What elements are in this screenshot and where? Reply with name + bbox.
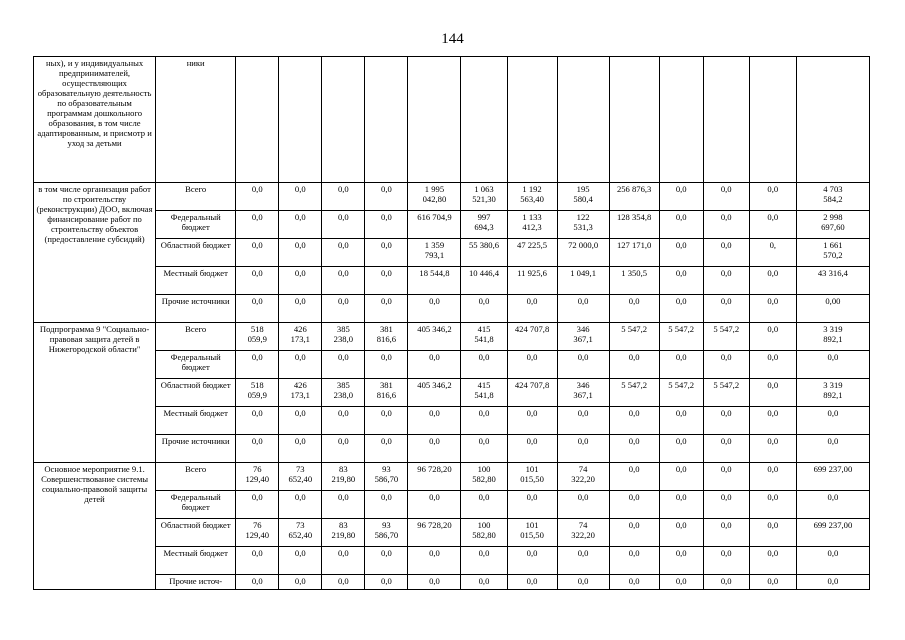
value-cell: 0,0 [365, 435, 408, 463]
value-cell: 0,0 [236, 267, 279, 295]
value-cell: 0,0 [322, 267, 365, 295]
value-cell: 10 446,4 [461, 267, 507, 295]
table-row [34, 519, 870, 547]
value-cell: 1 359 793,1 [408, 239, 461, 267]
value-cell: 0,0 [557, 575, 609, 590]
value-cell: 1 995 042,80 [408, 183, 461, 211]
value-cell: 1 192 563,40 [507, 183, 557, 211]
value-cell: 0,0 [703, 435, 749, 463]
value-cell: 0,0 [703, 239, 749, 267]
value-cell [279, 57, 322, 183]
value-cell: 0,0 [408, 295, 461, 323]
value-cell: 0,0 [236, 575, 279, 590]
value-cell: 346 367,1 [557, 379, 609, 407]
value-cell: 0,0 [749, 351, 796, 379]
value-cell: 426 173,1 [279, 379, 322, 407]
value-cell: 385 238,0 [322, 323, 365, 351]
value-cell: 0,0 [749, 407, 796, 435]
value-cell: 0,0 [279, 407, 322, 435]
table-row [34, 239, 870, 267]
value-cell: 76 129,40 [236, 463, 279, 491]
value-cell: 0,0 [279, 547, 322, 575]
value-cell: 0,0 [609, 575, 659, 590]
value-cell: 3 319 892,1 [796, 323, 869, 351]
table-row [34, 575, 870, 590]
value-cell: 0,0 [659, 519, 703, 547]
value-cell: 0,0 [749, 435, 796, 463]
value-cell: 4 703 584,2 [796, 183, 869, 211]
funding-source: Местный бюджет [156, 407, 236, 435]
value-cell [749, 57, 796, 183]
value-cell: 0,0 [749, 295, 796, 323]
value-cell: 1 661 570,2 [796, 239, 869, 267]
value-cell: 424 707,8 [507, 379, 557, 407]
value-cell [703, 57, 749, 183]
table-row [34, 211, 870, 239]
value-cell: 0,0 [659, 239, 703, 267]
funding-source: Прочие источники [156, 295, 236, 323]
value-cell: 0,0 [749, 267, 796, 295]
value-cell: 0,0 [703, 351, 749, 379]
value-cell [557, 57, 609, 183]
value-cell: 0,0 [749, 211, 796, 239]
value-cell: 405 346,2 [408, 323, 461, 351]
value-cell: 0,0 [365, 351, 408, 379]
value-cell: 0,0 [703, 407, 749, 435]
value-cell: 0,0 [408, 575, 461, 590]
value-cell: 0,0 [365, 267, 408, 295]
value-cell: 0,0 [279, 267, 322, 295]
value-cell: 0,0 [461, 435, 507, 463]
table-row [34, 295, 870, 323]
value-cell: 346 367,1 [557, 323, 609, 351]
value-cell: 0,0 [659, 295, 703, 323]
value-cell: 518 059,9 [236, 323, 279, 351]
value-cell: 0,0 [461, 407, 507, 435]
value-cell: 0,0 [659, 463, 703, 491]
value-cell [461, 57, 507, 183]
value-cell: 74 322,20 [557, 463, 609, 491]
value-cell: 0,0 [461, 351, 507, 379]
value-cell: 0,0 [236, 351, 279, 379]
value-cell [609, 57, 659, 183]
value-cell [507, 57, 557, 183]
row-description: Подпрограмма 9 "Социально-правовая защита детей в Нижегородской области" [34, 323, 156, 463]
value-cell [659, 57, 703, 183]
value-cell: 1 049,1 [557, 267, 609, 295]
value-cell: 0,0 [609, 351, 659, 379]
funding-source: Областной бюджет [156, 379, 236, 407]
value-cell: 0,0 [322, 575, 365, 590]
value-cell: 0,0 [703, 267, 749, 295]
value-cell: 0,0 [659, 547, 703, 575]
value-cell: 0,0 [408, 435, 461, 463]
value-cell: 43 316,4 [796, 267, 869, 295]
value-cell: 0,0 [322, 435, 365, 463]
value-cell: 0,0 [322, 351, 365, 379]
value-cell: 0,0 [507, 407, 557, 435]
value-cell: 0,0 [749, 491, 796, 519]
value-cell: 18 544,8 [408, 267, 461, 295]
value-cell: 73 652,40 [279, 519, 322, 547]
value-cell: 0,0 [703, 491, 749, 519]
value-cell: 0,0 [609, 407, 659, 435]
funding-source: Федеральный бюджет [156, 211, 236, 239]
value-cell: 1 063 521,30 [461, 183, 507, 211]
value-cell: 0,0 [322, 183, 365, 211]
value-cell: 101 015,50 [507, 463, 557, 491]
value-cell: 0,0 [659, 491, 703, 519]
value-cell: 5 547,2 [659, 379, 703, 407]
value-cell: 0,0 [279, 239, 322, 267]
value-cell: 997 694,3 [461, 211, 507, 239]
funding-source: Всего [156, 183, 236, 211]
value-cell: 128 354,8 [609, 211, 659, 239]
value-cell: 0,0 [659, 435, 703, 463]
value-cell: 72 000,0 [557, 239, 609, 267]
value-cell: 93 586,70 [365, 519, 408, 547]
value-cell: 0,0 [749, 183, 796, 211]
value-cell: 101 015,50 [507, 519, 557, 547]
value-cell [322, 57, 365, 183]
value-cell: 0,0 [408, 351, 461, 379]
value-cell: 0,0 [236, 491, 279, 519]
value-cell: 0,0 [507, 547, 557, 575]
value-cell: 381 816,6 [365, 323, 408, 351]
funding-source: Всего [156, 463, 236, 491]
value-cell: 76 129,40 [236, 519, 279, 547]
value-cell: 0,0 [703, 519, 749, 547]
value-cell: 0,0 [322, 211, 365, 239]
value-cell: 415 541,8 [461, 379, 507, 407]
value-cell: 0,0 [365, 491, 408, 519]
funding-source: Всего [156, 323, 236, 351]
value-cell: 616 704,9 [408, 211, 461, 239]
value-cell: 381 816,6 [365, 379, 408, 407]
value-cell: 0,0 [236, 239, 279, 267]
value-cell: 0,0 [322, 407, 365, 435]
value-cell: 0,0 [659, 407, 703, 435]
value-cell: 83 219,80 [322, 519, 365, 547]
table-row [34, 57, 870, 183]
value-cell: 0,0 [322, 491, 365, 519]
value-cell: 195 580,4 [557, 183, 609, 211]
value-cell: 83 219,80 [322, 463, 365, 491]
value-cell: 0,0 [796, 407, 869, 435]
value-cell: 0,0 [236, 407, 279, 435]
value-cell: 0,0 [703, 547, 749, 575]
value-cell: 0,0 [365, 575, 408, 590]
value-cell [408, 57, 461, 183]
value-cell: 0,0 [557, 407, 609, 435]
value-cell: 385 238,0 [322, 379, 365, 407]
value-cell: 55 380,6 [461, 239, 507, 267]
value-cell: 0,0 [461, 295, 507, 323]
value-cell: 0,0 [322, 547, 365, 575]
value-cell: 0,0 [703, 183, 749, 211]
value-cell: 699 237,00 [796, 519, 869, 547]
value-cell: 0,0 [365, 183, 408, 211]
value-cell: 0,0 [796, 351, 869, 379]
funding-source: Местный бюджет [156, 547, 236, 575]
value-cell: 93 586,70 [365, 463, 408, 491]
value-cell: 0,0 [507, 351, 557, 379]
funding-source: Областной бюджет [156, 519, 236, 547]
funding-source: Прочие источ- [156, 575, 236, 590]
value-cell: 0,0 [703, 463, 749, 491]
value-cell: 0, [749, 239, 796, 267]
value-cell [236, 57, 279, 183]
value-cell: 424 707,8 [507, 323, 557, 351]
value-cell: 0,0 [279, 211, 322, 239]
value-cell: 0,0 [609, 519, 659, 547]
table-row [34, 547, 870, 575]
value-cell: 122 531,3 [557, 211, 609, 239]
value-cell: 0,0 [236, 183, 279, 211]
value-cell: 0,0 [609, 491, 659, 519]
value-cell: 0,0 [461, 575, 507, 590]
funding-source: Прочие источники [156, 435, 236, 463]
value-cell: 0,0 [408, 407, 461, 435]
value-cell: 0,0 [749, 547, 796, 575]
value-cell: 0,0 [322, 295, 365, 323]
funding-source: Федеральный бюджет [156, 491, 236, 519]
value-cell: 0,0 [279, 295, 322, 323]
value-cell: 0,0 [279, 435, 322, 463]
value-cell: 0,0 [749, 463, 796, 491]
value-cell: 73 652,40 [279, 463, 322, 491]
value-cell: 11 925,6 [507, 267, 557, 295]
value-cell: 0,0 [609, 295, 659, 323]
value-cell: 0,0 [408, 547, 461, 575]
table-row [34, 267, 870, 295]
value-cell: 518 059,9 [236, 379, 279, 407]
value-cell: 0,0 [279, 183, 322, 211]
value-cell: 0,0 [749, 323, 796, 351]
value-cell: 5 547,2 [659, 323, 703, 351]
value-cell [365, 57, 408, 183]
value-cell: 0,0 [365, 407, 408, 435]
value-cell: 0,0 [279, 351, 322, 379]
row-description: в том числе организация работ по строительству (реконструкции) ДОО, включая финансирование работ по строительству объектов (предоставление субсидий) [34, 183, 156, 323]
value-cell: 0,0 [236, 211, 279, 239]
value-cell: 256 876,3 [609, 183, 659, 211]
value-cell: 0,0 [609, 547, 659, 575]
value-cell: 0,0 [236, 435, 279, 463]
value-cell: 0,0 [659, 351, 703, 379]
value-cell: 0,0 [365, 547, 408, 575]
value-cell: 699 237,00 [796, 463, 869, 491]
table-row [34, 407, 870, 435]
table-row [34, 323, 870, 351]
value-cell: 0,0 [557, 491, 609, 519]
value-cell: 96 728,20 [408, 463, 461, 491]
value-cell: 0,0 [703, 575, 749, 590]
value-cell: 0,0 [507, 435, 557, 463]
value-cell: 0,0 [507, 295, 557, 323]
value-cell: 0,0 [796, 547, 869, 575]
value-cell: 1 350,5 [609, 267, 659, 295]
value-cell: 5 547,2 [703, 379, 749, 407]
row-description: Основное мероприятие 9.1. Совершенствование системы социально-правовой защиты детей [34, 463, 156, 590]
value-cell: 0,0 [507, 575, 557, 590]
budget-table [33, 56, 870, 590]
value-cell: 0,0 [749, 379, 796, 407]
value-cell: 0,0 [365, 295, 408, 323]
value-cell: 74 322,20 [557, 519, 609, 547]
page-number: 144 [441, 31, 464, 47]
table-body [34, 57, 870, 590]
value-cell: 0,0 [557, 295, 609, 323]
value-cell: 0,0 [749, 519, 796, 547]
value-cell: 2 998 697,60 [796, 211, 869, 239]
table-row [34, 463, 870, 491]
funding-source: Местный бюджет [156, 267, 236, 295]
table-row [34, 435, 870, 463]
value-cell: 0,0 [796, 435, 869, 463]
value-cell: 415 541,8 [461, 323, 507, 351]
value-cell: 0,0 [659, 183, 703, 211]
value-cell: 0,0 [796, 491, 869, 519]
value-cell: 0,0 [557, 435, 609, 463]
value-cell: 0,0 [659, 267, 703, 295]
value-cell: 405 346,2 [408, 379, 461, 407]
value-cell: 5 547,2 [609, 323, 659, 351]
value-cell: 100 582,80 [461, 463, 507, 491]
value-cell: 0,0 [796, 575, 869, 590]
funding-source: Областной бюджет [156, 239, 236, 267]
table-row [34, 379, 870, 407]
value-cell: 0,0 [461, 491, 507, 519]
value-cell: 47 225,5 [507, 239, 557, 267]
value-cell: 0,0 [557, 547, 609, 575]
value-cell: 0,0 [279, 491, 322, 519]
value-cell: 0,0 [749, 575, 796, 590]
value-cell: 0,0 [507, 491, 557, 519]
value-cell: 100 582,80 [461, 519, 507, 547]
value-cell: 5 547,2 [609, 379, 659, 407]
value-cell: 0,0 [322, 239, 365, 267]
row-description: ных), и у индивидуальных предпринимателей, осуществляющих образовательную деятельность по образовательным программам дошкольного образования, в том числе адаптированным, и присмотр и уход за детьми [34, 57, 156, 183]
table-row [34, 491, 870, 519]
value-cell [796, 57, 869, 183]
funding-source: ники [156, 57, 236, 183]
value-cell: 0,0 [609, 463, 659, 491]
value-cell: 3 319 892,1 [796, 379, 869, 407]
funding-source: Федеральный бюджет [156, 351, 236, 379]
value-cell: 96 728,20 [408, 519, 461, 547]
value-cell: 0,0 [659, 211, 703, 239]
value-cell: 127 171,0 [609, 239, 659, 267]
table-row [34, 183, 870, 211]
value-cell: 1 133 412,3 [507, 211, 557, 239]
value-cell: 0,0 [557, 351, 609, 379]
value-cell: 0,0 [461, 547, 507, 575]
value-cell: 0,0 [365, 211, 408, 239]
value-cell: 0,00 [796, 295, 869, 323]
value-cell: 5 547,2 [703, 323, 749, 351]
value-cell: 0,0 [236, 547, 279, 575]
value-cell: 0,0 [408, 491, 461, 519]
value-cell: 0,0 [279, 575, 322, 590]
value-cell: 0,0 [365, 239, 408, 267]
value-cell: 0,0 [609, 435, 659, 463]
value-cell: 0,0 [703, 211, 749, 239]
value-cell: 0,0 [236, 295, 279, 323]
table-row [34, 351, 870, 379]
value-cell: 426 173,1 [279, 323, 322, 351]
value-cell: 0,0 [659, 575, 703, 590]
value-cell: 0,0 [703, 295, 749, 323]
